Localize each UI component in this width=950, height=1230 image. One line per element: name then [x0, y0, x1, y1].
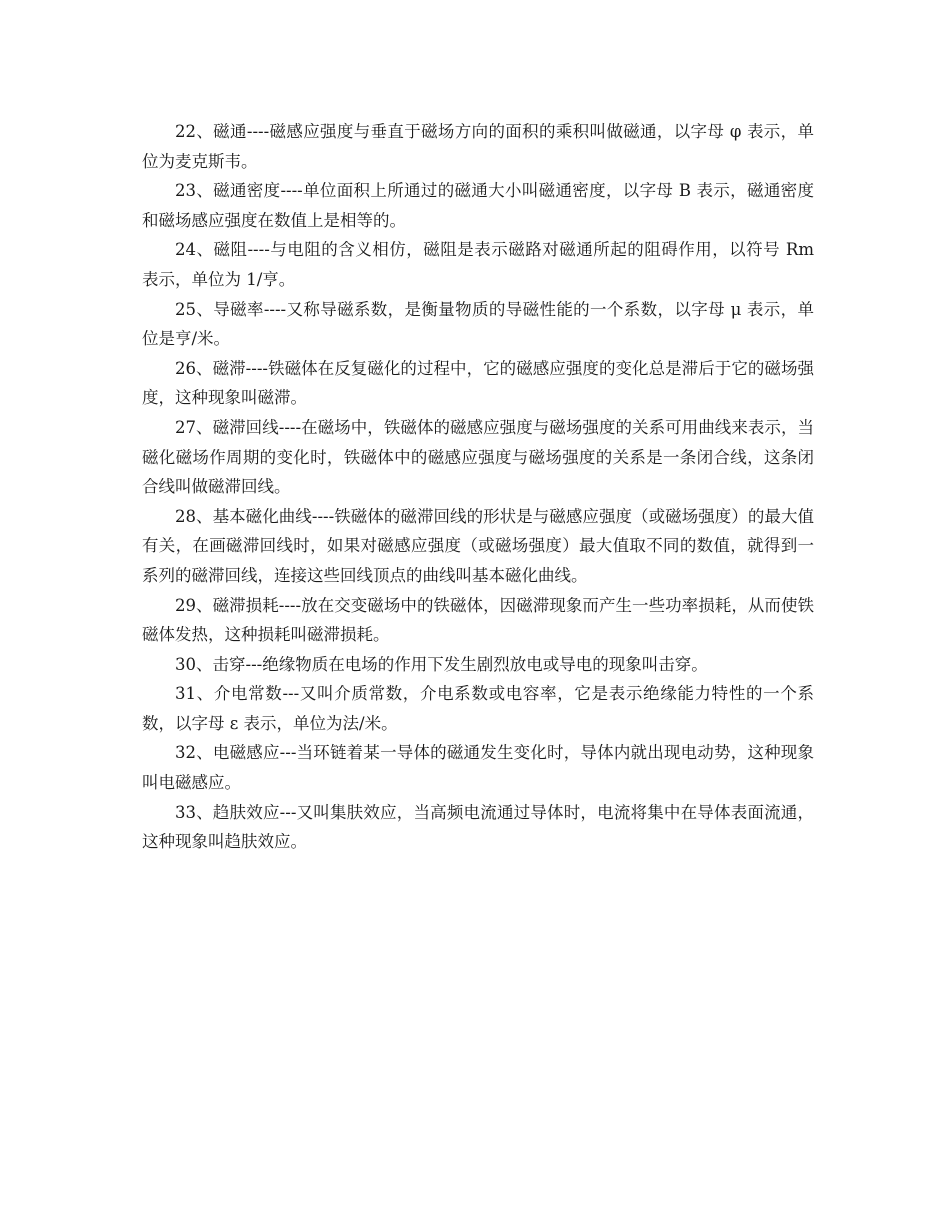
document-body: [142, 117, 814, 857]
paragraph-26: 26、磁滞----铁磁体在反复磁化的过程中，它的磁感应强度的变化总是滞后于它的磁场强度，这种现象叫磁滞。: [142, 358, 814, 408]
paragraph-28: 28、基本磁化曲线----铁磁体的磁滞回线的形状是与磁感应强度（或磁场强度）的最大值有关，在画磁滞回线时，如果对磁感应强度（或磁场强度）最大值取不同的数值，就得到一系列的磁滞回线，连接这些回线顶点的曲线叫基本磁化曲线。: [142, 506, 814, 585]
paragraph-32: 32、电磁感应---当环链着某一导体的磁通发生变化时，导体内就出现电动势，这种现象叫电磁感应。: [142, 743, 814, 793]
paragraph-29: 29、磁滞损耗----放在交变磁场中的铁磁体，因磁滞现象而产生一些功率损耗，从而使铁磁体发热，这种损耗叫磁滞损耗。: [142, 595, 814, 645]
paragraph-23: 23、磁通密度----单位面积上所通过的磁通大小叫磁通密度，以字母 B 表示，磁通密度和磁场感应强度在数值上是相等的。: [142, 181, 814, 230]
paragraph-22: 22、磁通----磁感应强度与垂直于磁场方向的面积的乘积叫做磁通，以字母 φ 表示，单位为麦克斯韦。: [142, 122, 814, 171]
paragraph-27: 27、磁滞回线----在磁场中，铁磁体的磁感应强度与磁场强度的关系可用曲线来表示，当磁化磁场作周期的变化时，铁磁体中的磁感应强度与磁场强度的关系是一条闭合线，这条闭合线叫做磁滞回线。: [142, 417, 814, 497]
paragraph-30: 30、击穿---绝缘物质在电场的作用下发生剧烈放电或导电的现象叫击穿。: [175, 654, 708, 674]
paragraph-31: 31、介电常数---又叫介质常数，介电系数或电容率，它是表示绝缘能力特性的一个系数，以字母 ε 表示，单位为法/米。: [142, 684, 814, 733]
paragraph-25: 25、导磁率----又称导磁系数，是衡量物质的导磁性能的一个系数，以字母 μ 表示，单位是亨/米。: [142, 299, 814, 349]
paragraph-24: 24、磁阻----与电阻的含义相仿，磁阻是表示磁路对磁通所起的阻碍作用，以符号 Rm 表示，单位为 1/亨。: [142, 240, 814, 289]
paragraph-33: 33、趋肤效应---又叫集肤效应，当高频电流通过导体时，电流将集中在导体表面流通，这种现象叫趋肤效应。: [142, 802, 814, 852]
